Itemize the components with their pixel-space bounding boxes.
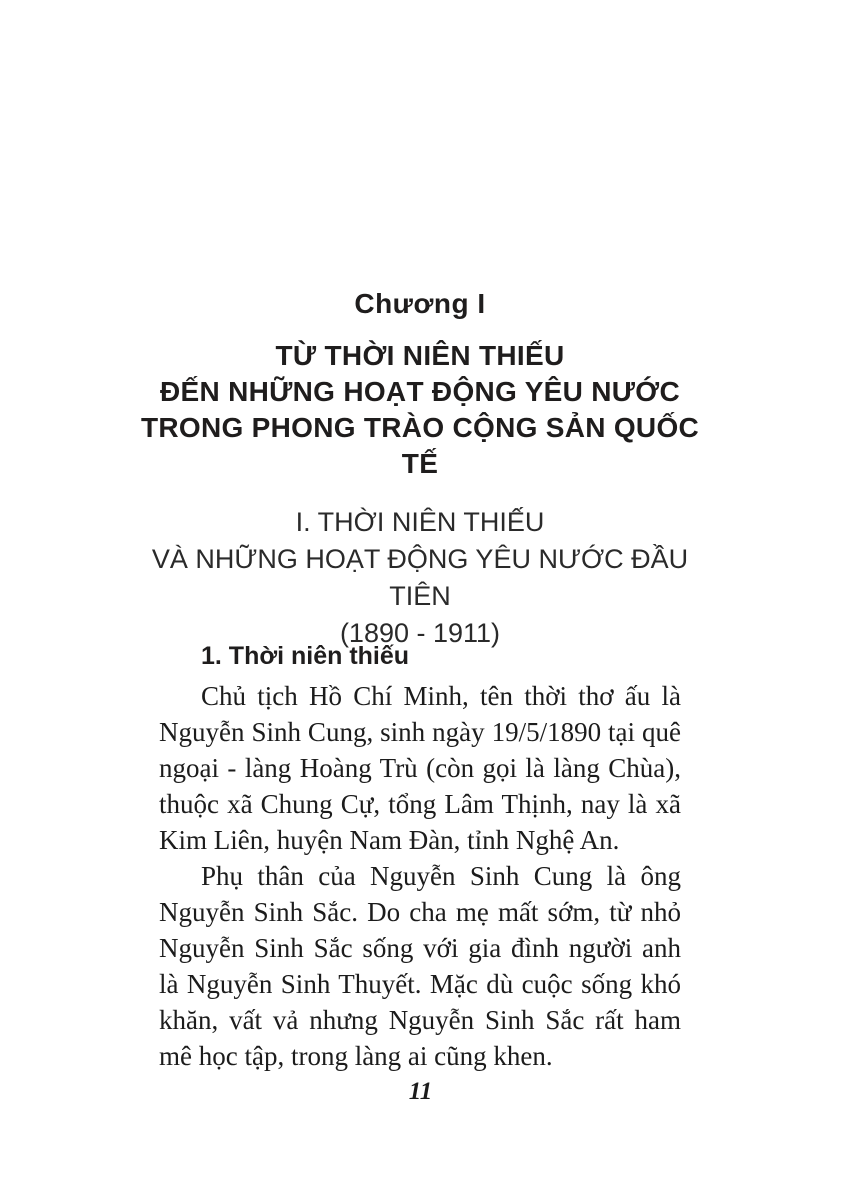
chapter-title-line-2: ĐẾN NHỮNG HOẠT ĐỘNG YÊU NƯỚC: [159, 376, 681, 407]
section-heading-line-2: VÀ NHỮNG HOẠT ĐỘNG YÊU NƯỚC ĐẦU TIÊN: [151, 544, 689, 611]
chapter-label: Chương I: [354, 288, 486, 319]
body-text: [159, 678, 681, 1074]
paragraph: Chủ tịch Hồ Chí Minh, tên thời thơ ấu là Nguyễn Sinh Cung, sinh ngày 19/5/1890 tại quê ngoại - làng Hoàng Trù (còn gọi là làng Chùa), thuộc xã Chung Cự, tổng Lâm Thịnh, nay là xã Kim Liên, huyện Nam Đàn, tỉnh Nghệ An.: [159, 681, 681, 855]
section-heading-line-1: I. THỜI NIÊN THIẾU: [295, 507, 545, 537]
chapter-title-line-1: TỪ THỜI NIÊN THIẾU: [275, 340, 565, 371]
section-heading-line-3: (1890 - 1911): [339, 618, 501, 648]
paragraph: Phụ thân của Nguyễn Sinh Cung là ông Nguyễn Sinh Sắc. Do cha mẹ mất sớm, từ nhỏ Nguyễn Sinh Sắc sống với gia đình người anh là Nguyễn Sinh Thuyết. Mặc dù cuộc sống khó khăn, vất vả nhưng Nguyễn Sinh Sắc rất ham mê học tập, trong làng ai cũng khen.: [159, 861, 681, 1071]
subsection-heading: 1. Thời niên thiếu: [201, 642, 410, 670]
chapter-title-line-3: TRONG PHONG TRÀO CỘNG SẢN QUỐC TẾ: [140, 412, 700, 479]
page-number: 11: [408, 1078, 433, 1105]
section-heading: [139, 504, 701, 652]
chapter-title: [139, 338, 701, 482]
